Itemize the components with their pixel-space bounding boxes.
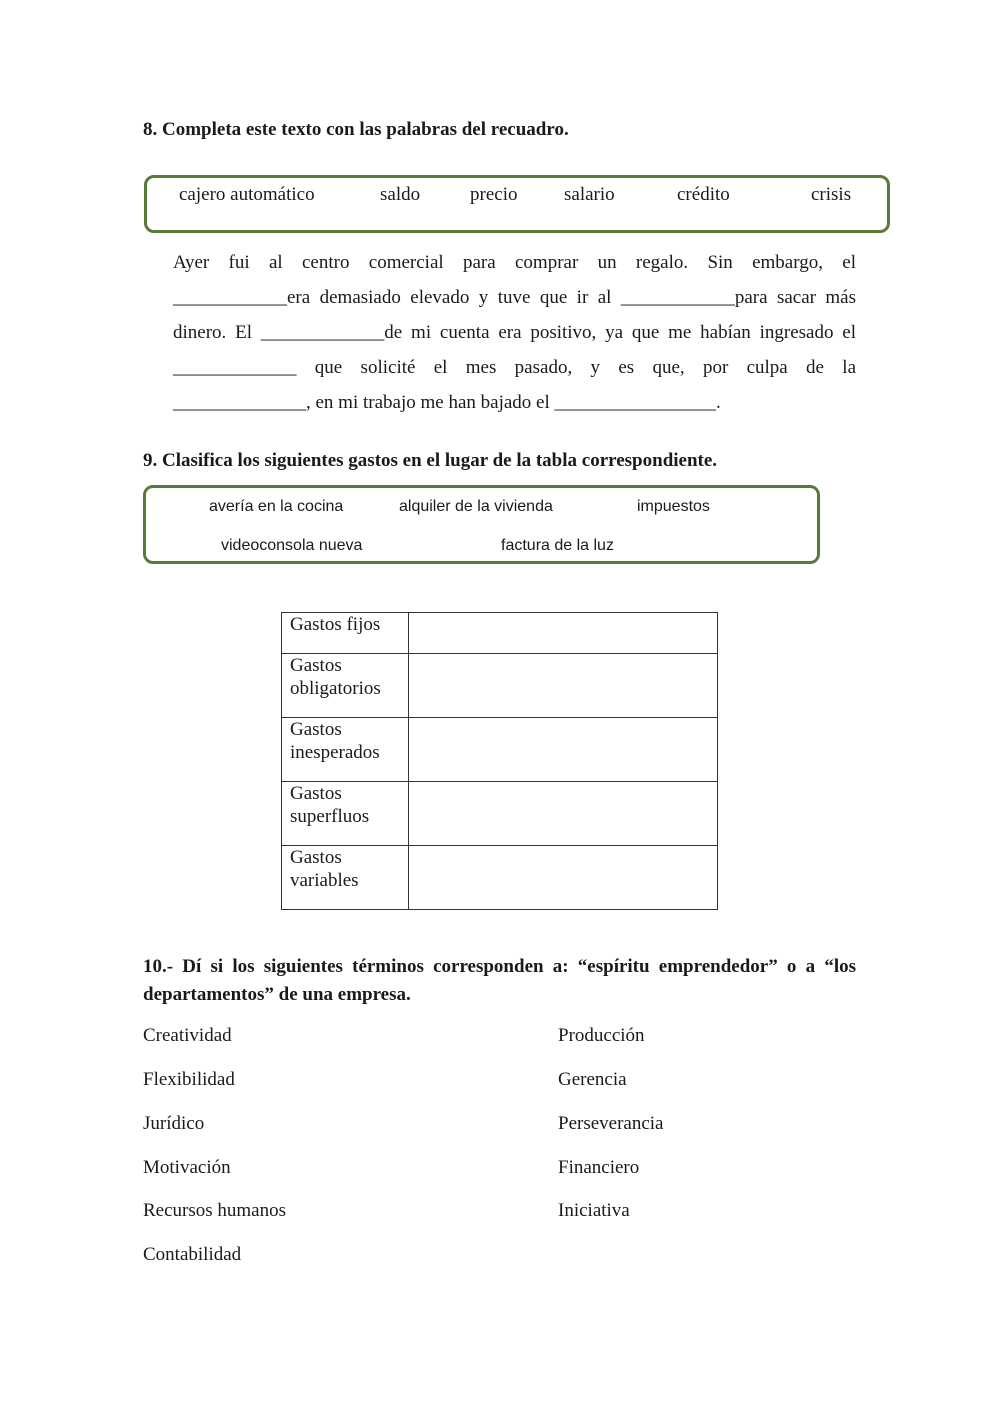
q9-word-box (143, 485, 820, 564)
term-item: Creatividad (143, 1025, 232, 1046)
q8-line: _____________ que solicité el mes pasado, y es que, por culpa de la (173, 357, 856, 378)
q8-word: crisis (811, 184, 852, 205)
q10-title (143, 956, 856, 1006)
answer-cell[interactable] (409, 654, 718, 718)
table-row (282, 718, 718, 782)
q10-title-line: 10.- Dí si los siguientes términos corresponden a: “espíritu emprendedor” o a “los (143, 956, 856, 977)
q8-line: ______________, en mi trabajo me han bajado el _________________. (173, 392, 721, 413)
q9-title: 9. Clasifica los siguientes gastos en el lugar de la tabla correspondiente. (143, 450, 718, 471)
q8-word: cajero automático (179, 184, 315, 205)
q8-word: precio (470, 184, 518, 205)
row-label: Gastos obligatorios (282, 654, 409, 718)
q8-word: crédito (677, 184, 730, 205)
q9-word: factura de la luz (501, 537, 614, 554)
term-item: Motivación (143, 1157, 231, 1178)
answer-cell[interactable] (409, 846, 718, 910)
q8-title: 8. Completa este texto con las palabras del recuadro. (143, 119, 569, 140)
q9-word: alquiler de la vivienda (399, 498, 553, 515)
q8-paragraph (173, 252, 856, 422)
row-label: Gastos inesperados (282, 718, 409, 782)
q8-line: Ayer fui al centro comercial para comprar un regalo. Sin embargo, el (173, 252, 856, 273)
row-label: Gastos variables (282, 846, 409, 910)
term-item: Jurídico (143, 1113, 205, 1134)
q8-line: ____________era demasiado elevado y tuve que ir al ____________para sacar más (173, 287, 856, 308)
table-row (282, 846, 718, 910)
q8-word: salario (564, 184, 615, 205)
row-label: Gastos fijos (282, 613, 409, 654)
answer-cell[interactable] (409, 782, 718, 846)
answer-cell[interactable] (409, 613, 718, 654)
row-label: Gastos superfluos (282, 782, 409, 846)
q8-word: saldo (380, 184, 421, 205)
answer-cell[interactable] (409, 718, 718, 782)
term-item: Iniciativa (558, 1200, 630, 1221)
q8-line: dinero. El _____________de mi cuenta era positivo, ya que me habían ingresado el (173, 322, 856, 343)
term-item: Recursos humanos (143, 1200, 287, 1221)
q9-word: impuestos (637, 498, 710, 515)
table-row (282, 782, 718, 846)
term-item: Gerencia (558, 1069, 627, 1090)
term-item: Perseverancia (558, 1113, 664, 1134)
gastos-table (281, 612, 718, 910)
term-item: Contabilidad (143, 1244, 242, 1265)
table-row (282, 613, 718, 654)
term-item: Financiero (558, 1157, 640, 1178)
term-item: Flexibilidad (143, 1069, 235, 1090)
table-row (282, 654, 718, 718)
q9-word: avería en la cocina (209, 498, 344, 515)
q10-title-line: departamentos” de una empresa. (143, 984, 411, 1005)
q9-word: videoconsola nueva (221, 537, 363, 554)
q8-word-box (144, 175, 890, 233)
term-item: Producción (558, 1025, 645, 1046)
